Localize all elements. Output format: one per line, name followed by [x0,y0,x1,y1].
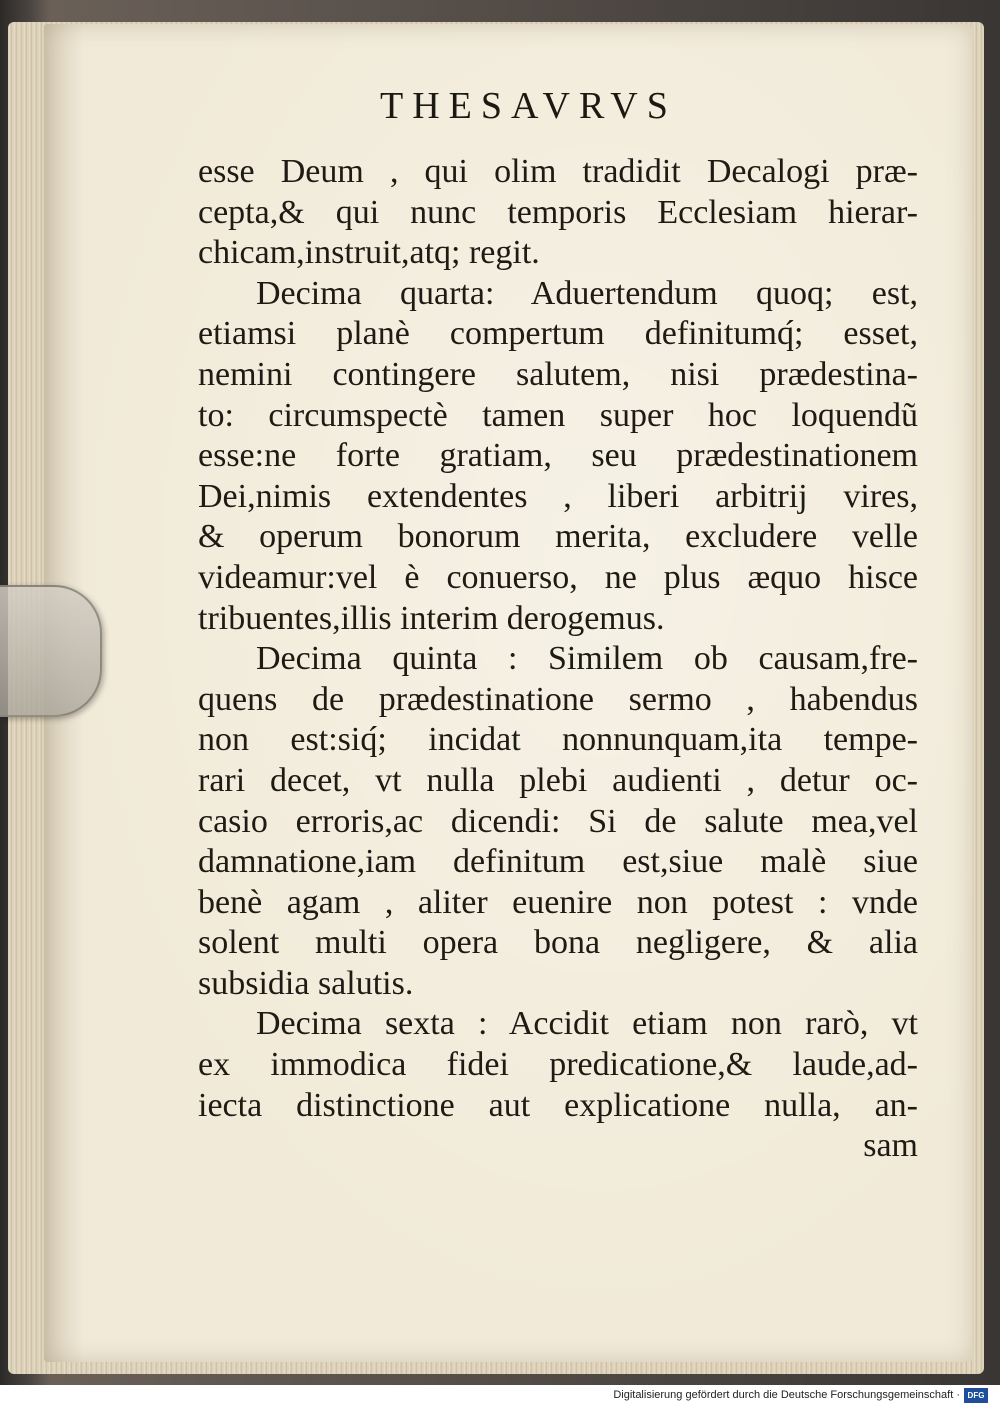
text-line: esse Deum , qui olim tradidit Decalogi præ- [198,153,918,190]
catchword: sam [863,1127,918,1165]
text-line: tribuentes,illis interim derogemus. [198,599,665,637]
text-line: rari decet, vt nulla plebi audienti , detur oc- [198,761,918,799]
text-line: esse:ne forte gratiam, seu prædestinationem [198,437,918,475]
text-line: videamur:vel è conuerso, ne plus æquo hisce [198,558,918,596]
text-line: damnatione,iam definitum est,siue malè siue [198,843,918,881]
text-line: Decima quinta : Similem ob causam,fre- [256,640,918,678]
text-line: ex immodica fidei predicatione,& laude,ad- [198,1046,918,1084]
text-line: Dei,nimis extendentes , liberi arbitrij vires, [198,477,918,515]
text-line: to: circumspectè tamen super hoc loquendũ [198,396,918,434]
page-clip [0,585,102,717]
text-line: subsidia salutis. [198,964,414,1002]
footer-credit: Digitalisierung gefördert durch die Deutsche Forschungsgemeinschaft · [613,1389,960,1401]
text-line: Decima quarta: Aduertendum quoq; est, [256,274,918,312]
text-line: non est:siq́; incidat nonnunquam,ita tempe- [198,721,918,759]
text-line: benè agam , aliter euenire non potest : vnde [198,883,918,921]
running-head: THESAVRVS [380,85,677,127]
text-line: & operum bonorum merita, excludere velle [198,518,918,556]
text-line: iecta distinctione aut explicatione nulla, an- [198,1086,918,1124]
text-line: Decima sexta : Accidit etiam non rarò, vt [256,1005,918,1043]
footer-bar [0,1385,1000,1407]
text-line: nemini contingere salutem, nisi prædestina- [198,355,918,393]
text-line: quens de prædestinatione sermo , habendus [198,680,918,718]
text-line: chicam,instruit,atq; regit. [198,234,540,272]
text-line: etiamsi planè compertum definitumq́; esset, [198,315,918,353]
text-line: casio erroris,ac dicendi: Si de salute mea,vel [198,802,918,840]
text-line: solent multi opera bona negligere, & alia [198,924,918,962]
text-block [198,152,918,1167]
dfg-logo: DFG [964,1388,988,1403]
text-line: cepta,& qui nunc temporis Ecclesiam hierar- [198,193,918,231]
